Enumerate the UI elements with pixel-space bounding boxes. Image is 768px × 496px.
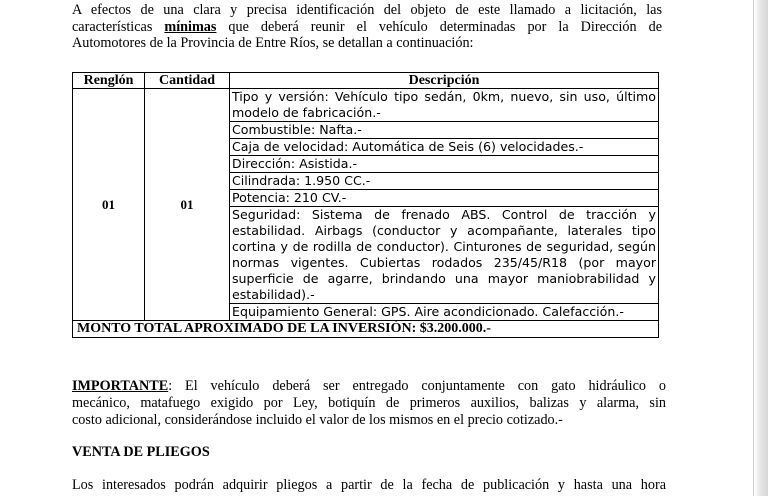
table-row [73, 89, 659, 122]
desc-direccion: Dirección: Asistida.- [230, 156, 659, 173]
total-row [73, 321, 659, 338]
cantidad-cell: 01 [145, 89, 230, 321]
header-cantidad: Cantidad [145, 73, 230, 89]
importante-line-2: mecánico, matafuego exigido por Ley, botiquín de primeros auxilios, balizas y alarma, sin [72, 395, 666, 411]
desc-tipo-version: Tipo y versión: Vehículo tipo sedán, 0km, nuevo, sin uso, último modelo de fabricación.- [230, 89, 659, 122]
intro-line-3: Automotores de la Provincia de Entre Ríos, se detallan a continuación: [72, 35, 474, 52]
desc-equipamiento: Equipamiento General: GPS. Aire acondicionado. Calefacción.- [230, 304, 659, 321]
importante-line-1 [72, 378, 666, 395]
intro-line-2-pre: características [72, 18, 165, 35]
intro-paragraph [72, 2, 662, 52]
table-header-row [73, 73, 659, 89]
page-edge-shadow [753, 0, 768, 496]
minimas-emphasis: mínimas [164, 18, 217, 35]
renglon-cell: 01 [73, 89, 145, 321]
desc-caja-velocidad: Caja de velocidad: Automática de Seis (6) velocidades.- [230, 139, 659, 156]
intro-line-2 [72, 19, 662, 36]
desc-combustible: Combustible: Nafta.- [230, 122, 659, 139]
venta-paragraph [72, 477, 666, 494]
intro-line-2-post: que deberá reunir el vehículo determinadas por la Dirección de [216, 18, 662, 35]
intro-line-1: A efectos de una clara y precisa identificación del objeto de este llamado a licitación, las [72, 2, 662, 18]
monto-total: MONTO TOTAL APROXIMADO DE LA INVERSIÓN: $3.200.000.- [73, 321, 659, 338]
venta-heading: VENTA DE PLIEGOS [72, 444, 210, 460]
importante-paragraph [72, 378, 666, 429]
desc-cilindrada: Cilindrada: 1.950 CC.- [230, 173, 659, 190]
importante-line-1-rest: : El vehículo deberá ser entregado conjuntamente con gato hidráulico o [168, 378, 666, 394]
desc-potencia: Potencia: 210 CV.- [230, 190, 659, 207]
spec-table [72, 72, 659, 338]
header-descripcion: Descripción [230, 73, 659, 89]
importante-line-3: costo adicional, considerándose incluido el valor de los mismos en el precio cotizado.- [72, 412, 563, 428]
importante-label: IMPORTANTE [72, 378, 169, 394]
header-renglon: Renglón [73, 73, 145, 89]
desc-seguridad: Seguridad: Sistema de frenado ABS. Control de tracción y estabilidad. Airbags (conductor y acompañante, laterales tipo cortina y de rodilla de conductor). Cinturones de seguridad, según normas vigentes. Cubiertas rodados 235/45/R18 (por mayor superficie de agarre, brindando una mayor maniobrabilidad y estabilidad).- [230, 207, 659, 304]
venta-line-1: Los interesados podrán adquirir pliegos a partir de la fecha de publicación y hasta una hora [72, 477, 666, 493]
